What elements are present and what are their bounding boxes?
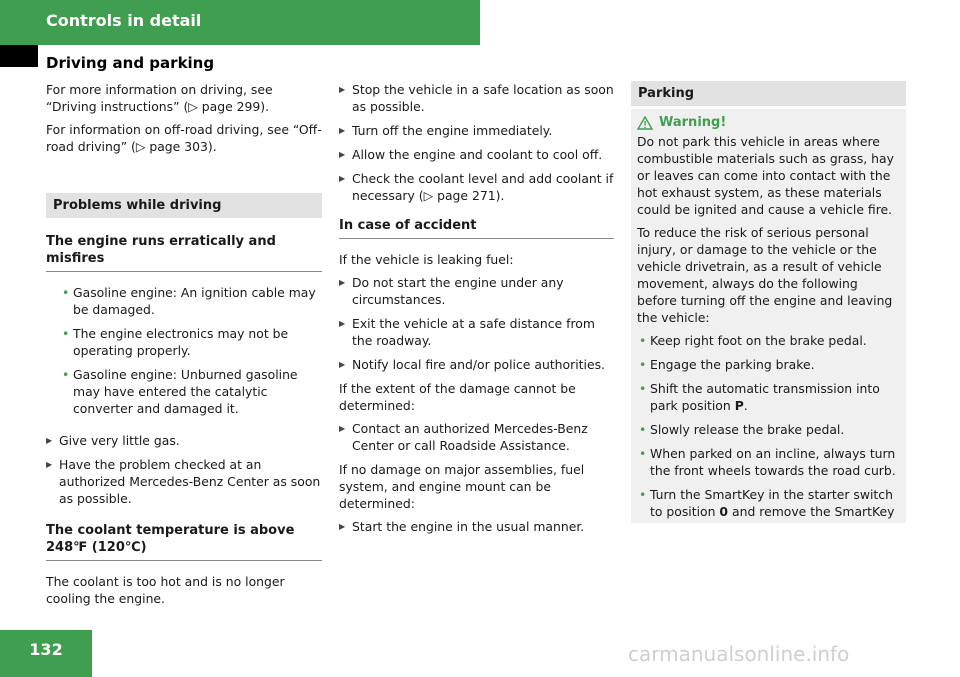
watermark: carmanualsonline.info: [628, 642, 850, 666]
list-item: ▶ Do not start the engine under any circumstances.: [339, 274, 614, 308]
page-number: 132: [0, 630, 92, 677]
park-position: P: [734, 398, 744, 413]
list-item: ▶ Have the problem checked at an authorized Mercedes-Benz Center as soon as possible.: [46, 456, 322, 507]
misfire-steps: [46, 432, 322, 507]
key-position: 0: [719, 504, 729, 519]
coolant-steps: [339, 81, 614, 204]
bullet-text: Shift the automatic transmission into park position: [650, 381, 880, 413]
list-item: ▶ Start the engine in the usual manner.: [339, 518, 614, 535]
list-item: ▶ Notify local fire and/or police authorities.: [339, 356, 614, 373]
list-item: [637, 380, 899, 414]
bullet-text: Turn the SmartKey in the starter switch to position: [650, 487, 893, 519]
chapter-title: Controls in detail: [46, 11, 202, 30]
nodamage-text: If no damage on major assemblies, fuel system, and engine mount can be determined:: [339, 462, 585, 511]
coolant-heading: The coolant temperature is above 248℉ (120℃): [46, 522, 322, 561]
bullet-dot: .: [743, 398, 748, 413]
list-item: • Keep right foot on the brake pedal.: [637, 332, 899, 349]
intro-driving: For more information on driving, see “Driving instructions” (▷ page 299).: [46, 82, 273, 114]
intro-offroad: For information on off-road driving, see “Off-road driving” (▷ page 303).: [46, 122, 322, 154]
list-item: • Engage the parking brake.: [637, 356, 899, 373]
accident-heading: In case of accident: [339, 217, 614, 239]
leak-steps: [339, 274, 614, 373]
list-item: • The engine electronics may not be operating properly.: [60, 325, 322, 359]
warning-text-2: To reduce the risk of serious personal injury, or damage to the vehicle or the vehicle drivetrain, as a result of vehicle movement, always do the following before turning off the engine and leaving the vehicle:: [637, 225, 893, 325]
leak-text: If the vehicle is leaking fuel:: [339, 252, 514, 267]
parking-header: Parking: [631, 81, 906, 106]
list-item: • Gasoline engine: Unburned gasoline may have entered the catalytic converter and damaged it.: [60, 366, 322, 417]
column-2: [339, 81, 614, 542]
list-item: ▶ Stop the vehicle in a safe location as soon as possible.: [339, 81, 614, 115]
list-item: ▶ Check the coolant level and add coolant if necessary (▷ page 271).: [339, 170, 614, 204]
list-item: • When parked on an incline, always turn the front wheels towards the road curb.: [637, 445, 899, 479]
list-item: [637, 486, 899, 520]
list-item: ▶ Give very little gas.: [46, 432, 322, 449]
column-3: [631, 81, 906, 523]
list-item: ▶ Turn off the engine immediately.: [339, 122, 614, 139]
list-item: • Gasoline engine: An ignition cable may be damaged.: [60, 284, 322, 318]
list-item: ▶ Exit the vehicle at a safe distance from the roadway.: [339, 315, 614, 349]
coolant-text: The coolant is too hot and is no longer cooling the engine.: [46, 574, 285, 606]
section-title: Driving and parking: [46, 54, 215, 72]
extent-text: If the extent of the damage cannot be determined:: [339, 381, 576, 413]
column-1: [46, 81, 322, 613]
warning-title: [637, 114, 899, 131]
warning-text-1: Do not park this vehicle in areas where combustible materials such as grass, hay or leaves can come into contact with the hot exhaust system, as these materials could be ignited and cause a vehicle fire.: [637, 134, 894, 217]
warning-panel: [631, 109, 906, 523]
list-item: • Slowly release the brake pedal.: [637, 421, 899, 438]
parking-bullets: [637, 332, 899, 520]
misfire-bullets: [46, 284, 322, 417]
extent-steps: [339, 420, 614, 454]
list-item: ▶ Allow the engine and coolant to cool off.: [339, 146, 614, 163]
corner-marker: [0, 45, 38, 67]
misfires-heading: The engine runs erratically and misfires: [46, 233, 322, 272]
list-item: ▶ Contact an authorized Mercedes-Benz Center or call Roadside Assistance.: [339, 420, 614, 454]
warning-label: Warning!: [659, 115, 727, 130]
chapter-tab: [0, 0, 480, 45]
problems-header: Problems while driving: [46, 193, 322, 218]
nodamage-steps: [339, 518, 614, 535]
warning-triangle-icon: [637, 116, 653, 130]
bullet-tail: and remove the SmartKey: [732, 504, 895, 519]
